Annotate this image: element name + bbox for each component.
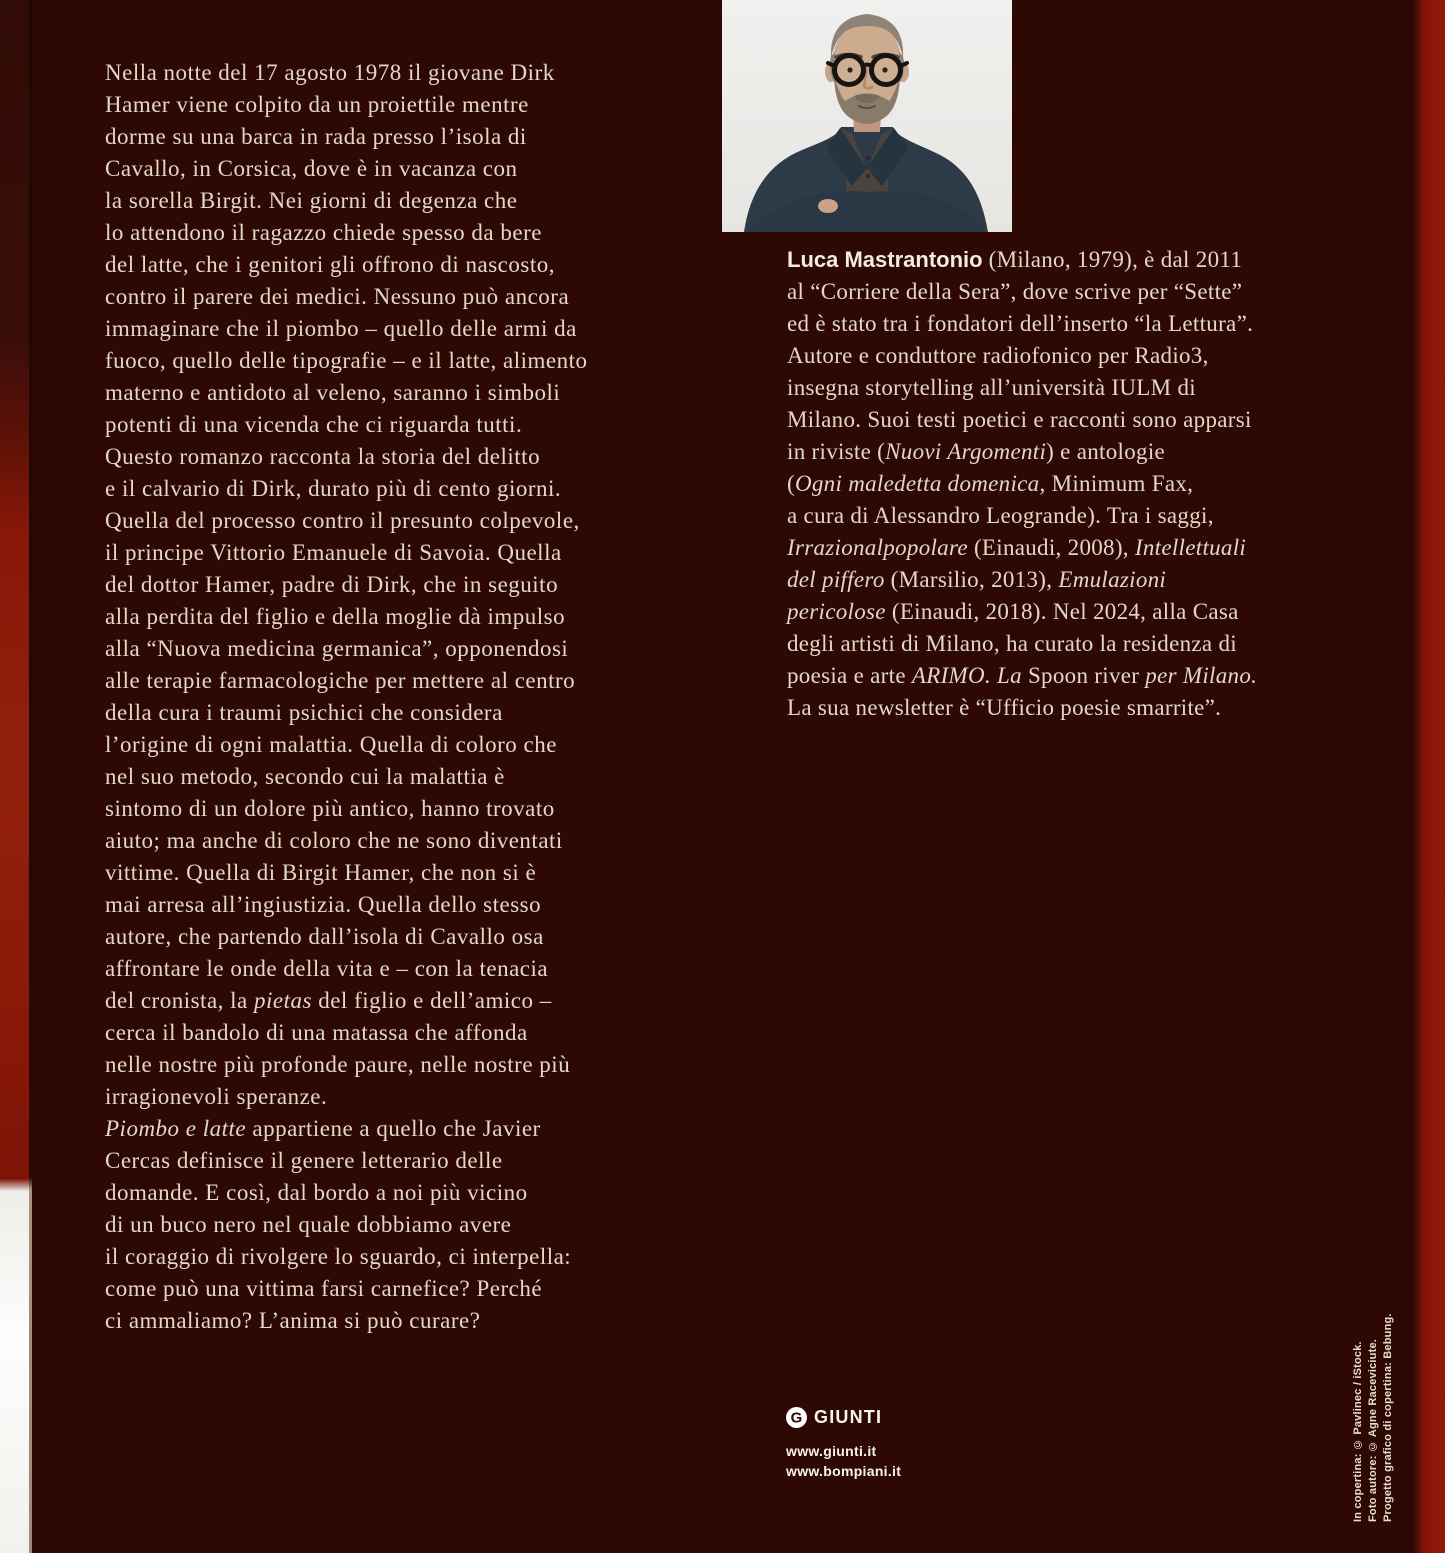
text-line: Milano. Suoi testi poetici e racconti sono apparsi xyxy=(787,407,1252,432)
text-line: Piombo e latte appartiene a quello che Javier xyxy=(105,1116,541,1141)
svg-text:G: G xyxy=(790,1409,803,1427)
text-line: Questo romanzo racconta la storia del delitto xyxy=(105,444,541,469)
text-line: Irrazionalpopolare (Einaudi, 2008), Intellettuali xyxy=(787,535,1247,560)
text-line: e il calvario di Dirk, durato più di cento giorni. xyxy=(105,476,562,501)
spine-red-strip xyxy=(1412,0,1445,1553)
text-line: alla “Nuova medicina germanica”, opponendosi xyxy=(105,636,569,661)
text-line: la sorella Birgit. Nei giorni di degenza che xyxy=(105,188,518,213)
text-line: in riviste (Nuovi Argomenti) e antologie xyxy=(787,439,1166,464)
text-line: domande. E così, dal bordo a noi più vicino xyxy=(105,1180,528,1205)
text-line: dorme su una barca in rada presso l’isola di xyxy=(105,124,527,149)
text-line: cerca il bandolo di una matassa che affonda xyxy=(105,1020,528,1045)
text-line: ci ammaliamo? L’anima si può curare? xyxy=(105,1308,481,1333)
author-photo xyxy=(722,0,1012,232)
text-line: del latte, che i genitori gli offrono di nascosto, xyxy=(105,252,555,277)
text-line: Hamer viene colpito da un proiettile mentre xyxy=(105,92,529,117)
text-line: al “Corriere della Sera”, dove scrive per “Sette” xyxy=(787,279,1243,304)
text-line: il principe Vittorio Emanuele di Savoia. Quella xyxy=(105,540,562,565)
synopsis-text xyxy=(105,57,705,1337)
text-line: affrontare le onde della vita e – con la tenacia xyxy=(105,956,549,981)
credit-graphic-design: Progetto grafico di copertina: Bebung. xyxy=(1382,1313,1394,1522)
text-line: del dottor Hamer, padre di Dirk, che in seguito xyxy=(105,572,559,597)
text-line: sintomo di un dolore più antico, hanno trovato xyxy=(105,796,555,821)
text-line: Autore e conduttore radiofonico per Radio3, xyxy=(787,343,1209,368)
text-line: del cronista, la pietas del figlio e dell’amico – xyxy=(105,988,552,1013)
website-bompiani: www.bompiani.it xyxy=(786,1463,902,1479)
text-line: degli artisti di Milano, ha curato la residenza di xyxy=(787,631,1237,656)
website-giunti: www.giunti.it xyxy=(786,1443,877,1459)
text-line: l’origine di ogni malattia. Quella di coloro che xyxy=(105,732,557,757)
text-line: mai arresa all’ingiustizia. Quella dello stesso xyxy=(105,892,542,917)
text-line: alla perdita del figlio e della moglie dà impulso xyxy=(105,604,566,629)
credit-author-photo: Foto autore: © Agne Raceviciute. xyxy=(1367,1338,1379,1522)
giunti-logo-icon xyxy=(786,1407,807,1428)
text-line: Nella notte del 17 agosto 1978 il giovane Dirk xyxy=(105,60,555,85)
author-bio-text xyxy=(787,244,1365,724)
credit-cover: In copertina: © Pavlinec / iStock. xyxy=(1352,1341,1364,1522)
text-line: vittime. Quella di Birgit Hamer, che non si è xyxy=(105,860,537,885)
text-line: alle terapie farmacologiche per mettere al centro xyxy=(105,668,576,693)
text-line: La sua newsletter è “Ufficio poesie smarrite”. xyxy=(787,695,1222,720)
text-line: potenti di una vicenda che ci riguarda tutti. xyxy=(105,412,523,437)
publisher-websites xyxy=(786,1441,901,1481)
text-line: materno e antidoto al veleno, saranno i simboli xyxy=(105,380,561,405)
text-line: il coraggio di rivolgere lo sguardo, ci interpella: xyxy=(105,1244,572,1269)
text-line: (Ogni maledetta domenica, Minimum Fax, xyxy=(787,471,1194,496)
text-line: Cavallo, in Corsica, dove è in vacanza con xyxy=(105,156,518,181)
text-line: insegna storytelling all’università IULM di xyxy=(787,375,1196,400)
text-line: di un buco nero nel quale dobbiamo avere xyxy=(105,1212,512,1237)
text-line: della cura i traumi psichici che considera xyxy=(105,700,503,725)
front-cover-fold-strip xyxy=(0,0,29,1553)
text-line: contro il parere dei medici. Nessuno può ancora xyxy=(105,284,570,309)
text-line: Cercas definisce il genere letterario delle xyxy=(105,1148,503,1173)
text-line: nel suo metodo, secondo cui la malattia è xyxy=(105,764,505,789)
text-line: pericolose (Einaudi, 2018). Nel 2024, alla Casa xyxy=(787,599,1239,624)
publisher-logo-row xyxy=(786,1406,901,1428)
fold-seam xyxy=(29,0,32,1553)
text-line: Luca Mastrantonio (Milano, 1979), è dal 2011 xyxy=(787,247,1243,272)
text-line: aiuto; ma anche di coloro che ne sono diventati xyxy=(105,828,563,853)
text-line: lo attendono il ragazzo chiede spesso da bere xyxy=(105,220,542,245)
publisher-name: GIUNTI xyxy=(814,1407,883,1427)
text-line: ed è stato tra i fondatori dell’inserto “la Lettura”. xyxy=(787,311,1254,336)
text-line: immaginare che il piombo – quello delle armi da xyxy=(105,316,577,341)
text-line: come può una vittima farsi carnefice? Perché xyxy=(105,1276,543,1301)
text-line: fuoco, quello delle tipografie – e il latte, alimento xyxy=(105,348,588,373)
text-line: nelle nostre più profonde paure, nelle nostre più xyxy=(105,1052,571,1077)
text-line: Quella del processo contro il presunto colpevole, xyxy=(105,508,580,533)
credits-block xyxy=(1351,1280,1395,1522)
text-line: del piffero (Marsilio, 2013), Emulazioni xyxy=(787,567,1167,592)
text-line: irragionevoli speranze. xyxy=(105,1084,328,1109)
text-line: a cura di Alessandro Leogrande). Tra i saggi, xyxy=(787,503,1214,528)
publisher-block xyxy=(786,1406,901,1481)
text-line: poesia e arte ARIMO. La Spoon river per Milano. xyxy=(787,663,1258,688)
text-line: autore, che partendo dall’isola di Cavallo osa xyxy=(105,924,544,949)
